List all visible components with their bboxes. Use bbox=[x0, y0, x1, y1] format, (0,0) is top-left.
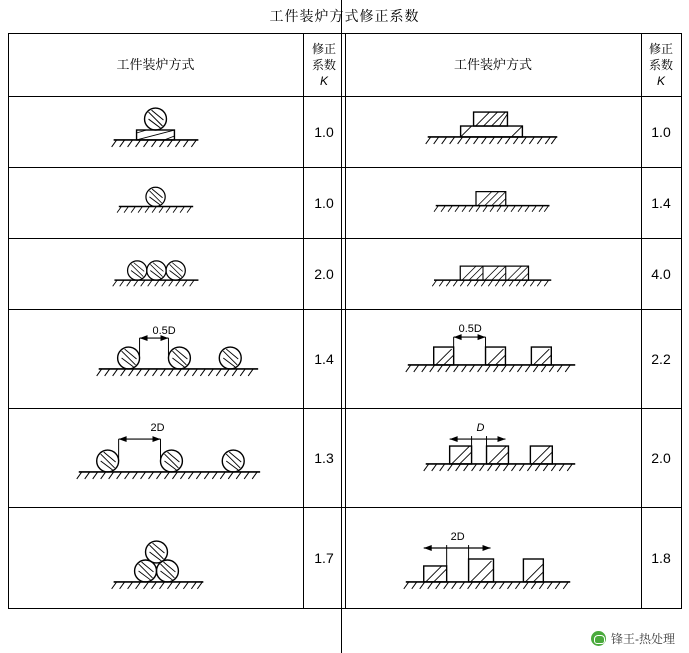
figure-cell-right-5 bbox=[345, 409, 641, 508]
k-value-right-6: 1.8 bbox=[641, 508, 681, 609]
watermark bbox=[591, 630, 675, 647]
table-row bbox=[8, 168, 681, 239]
round-bars-stacked-on-support-icon bbox=[9, 97, 303, 167]
header-charging-method-right: 工件装炉方式 bbox=[345, 34, 641, 97]
figure-cell-right-3 bbox=[345, 239, 641, 310]
dimension-label-0.5D-right: 0.5D bbox=[458, 323, 482, 336]
single-round-bar-on-hearth-icon bbox=[9, 168, 303, 238]
figure-cell-left-6 bbox=[8, 508, 303, 609]
k-value-right-4: 2.2 bbox=[641, 310, 681, 409]
header-k-line1: 修正 bbox=[311, 41, 336, 56]
rect-blocks-spaced-d-icon bbox=[346, 409, 641, 507]
table-row bbox=[8, 409, 681, 508]
three-round-bars-touching-icon bbox=[9, 239, 303, 309]
header-k2-line2: 系数 bbox=[648, 57, 673, 72]
dimension-label-D-right: D bbox=[476, 422, 484, 435]
round-bars-spaced-half-d-icon bbox=[9, 310, 303, 408]
dimension-label-0.5D-left: 0.5D bbox=[152, 325, 176, 338]
table-row bbox=[8, 239, 681, 310]
k-value-right-5: 2.0 bbox=[641, 409, 681, 508]
round-bars-spaced-2d-icon bbox=[9, 409, 303, 507]
page-title: 工件装炉方式修正系数 bbox=[269, 8, 420, 24]
figure-cell-left-3 bbox=[8, 239, 303, 310]
k-value-left-6: 1.7 bbox=[303, 508, 345, 609]
single-rect-block-on-hearth-icon bbox=[346, 168, 641, 238]
center-divider bbox=[341, 0, 342, 653]
figure-cell-right-4 bbox=[345, 310, 641, 409]
figure-cell-left-1 bbox=[8, 97, 303, 168]
wechat-logo-icon bbox=[591, 631, 606, 646]
figure-cell-left-5 bbox=[8, 409, 303, 508]
rect-block-on-support-icon bbox=[346, 97, 641, 167]
rect-blocks-spaced-half-d-icon bbox=[346, 310, 641, 408]
k-value-left-2: 1.0 bbox=[303, 168, 345, 239]
k-value-right-1: 1.0 bbox=[641, 97, 681, 168]
header-coefficient-right bbox=[641, 34, 681, 97]
dimension-label-2D-right: 2D bbox=[450, 531, 465, 544]
header-coefficient-left bbox=[303, 34, 345, 97]
table-header-row bbox=[8, 34, 681, 97]
table-row bbox=[8, 310, 681, 409]
table-row bbox=[8, 97, 681, 168]
k-value-left-3: 2.0 bbox=[303, 239, 345, 310]
table-row bbox=[8, 508, 681, 609]
round-bars-pyramid-stack-icon bbox=[9, 508, 303, 608]
header-k2-line1: 修正 bbox=[648, 41, 673, 56]
k-value-left-1: 1.0 bbox=[303, 97, 345, 168]
header-k-line2: 系数 bbox=[311, 57, 336, 72]
figure-cell-right-1 bbox=[345, 97, 641, 168]
figure-cell-right-2 bbox=[345, 168, 641, 239]
k-value-right-3: 4.0 bbox=[641, 239, 681, 310]
figure-cell-left-2 bbox=[8, 168, 303, 239]
figure-cell-left-4 bbox=[8, 310, 303, 409]
dimension-label-2D-left: 2D bbox=[150, 422, 165, 435]
rect-blocks-spaced-2d-icon bbox=[346, 508, 641, 608]
k-value-right-2: 1.4 bbox=[641, 168, 681, 239]
three-rect-blocks-touching-icon bbox=[346, 239, 641, 309]
watermark-text: 锋王-热处理 bbox=[611, 632, 675, 646]
figure-cell-right-6 bbox=[345, 508, 641, 609]
header-k-symbol: K bbox=[319, 74, 328, 89]
coefficient-table bbox=[8, 33, 682, 609]
header-k2-symbol: K bbox=[656, 74, 665, 89]
header-charging-method-left: 工件装炉方式 bbox=[8, 34, 303, 97]
k-value-left-5: 1.3 bbox=[303, 409, 345, 508]
k-value-left-4: 1.4 bbox=[303, 310, 345, 409]
